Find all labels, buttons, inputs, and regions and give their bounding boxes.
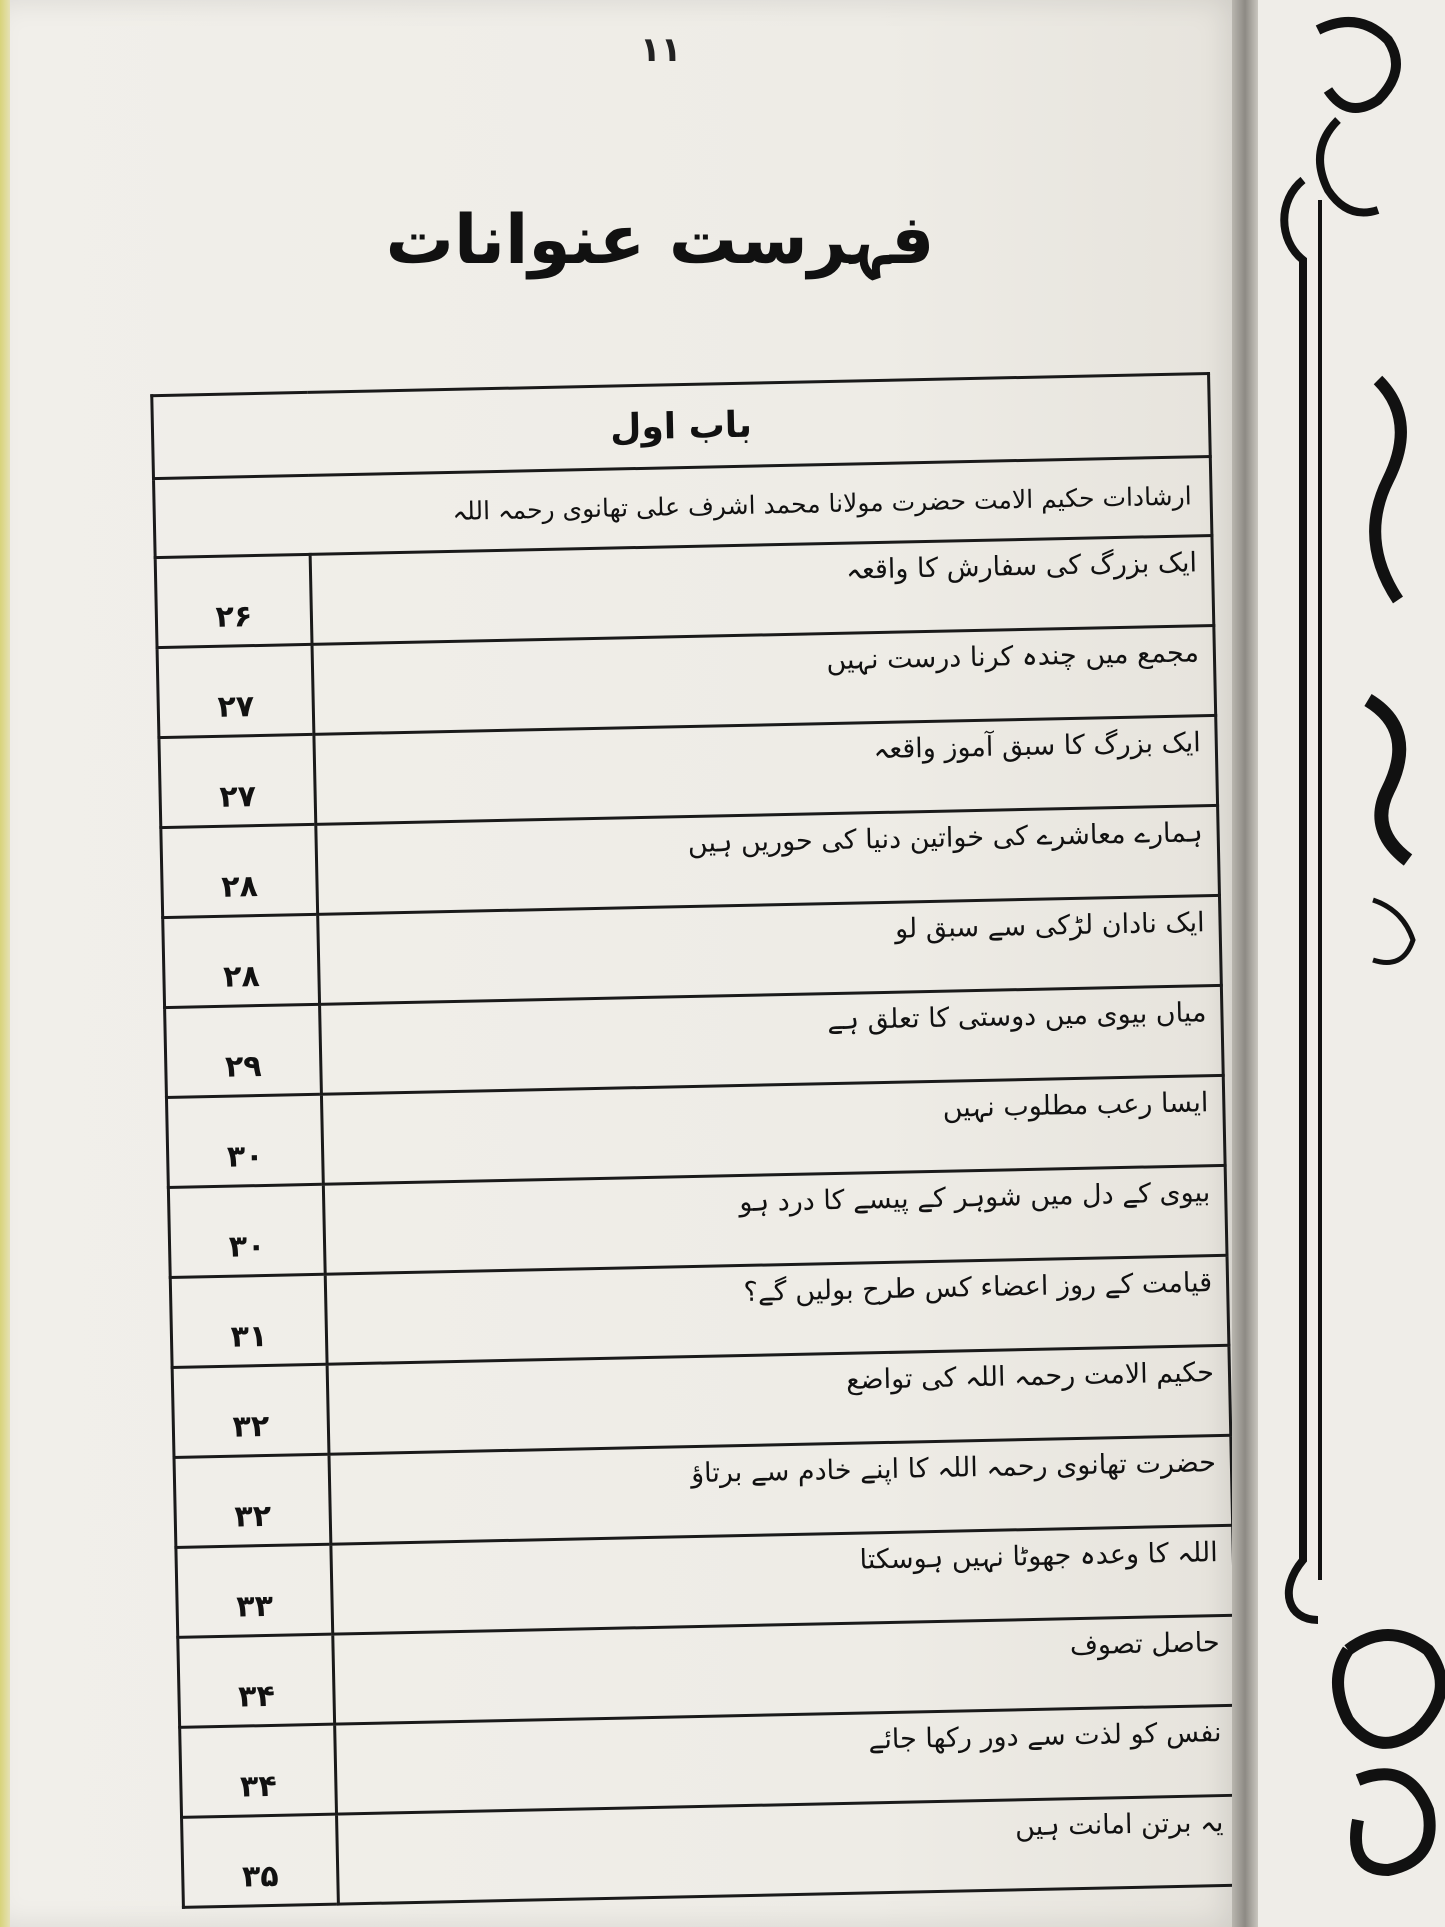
toc-entry-page: ۳۲ [174,1454,331,1547]
toc-entry-page: ۲۸ [161,824,318,917]
toc-entry-title: ہمارے معاشرے کی خواتین دنیا کی حوریں ہیں [316,805,1220,914]
toc-entry-title: ایک نادان لڑکی سے سبق لو [318,895,1222,1004]
toc-entry-page: ۳۲ [172,1364,329,1457]
toc-entry-title: حضرت تھانوی رحمہ اللہ کا اپنے خادم سے برتاؤ [329,1435,1233,1544]
toc-entry-page: ۳۴ [178,1634,335,1727]
toc-entry-title: ایک بزرگ کی سفارش کا واقعہ [310,535,1214,644]
toc-entry-page: ۳۳ [176,1544,333,1637]
chapter-subtitle: ارشادات حکیم الامت حضرت مولانا محمد اشرف علی تھانوی رحمہ اللہ [154,457,1212,558]
page-number: ۱۱ [640,30,682,70]
toc-entry-title: نفس کو لذت سے دور رکھا جائے [335,1705,1239,1814]
toc-entry-title: ایسا رعب مطلوب نہیں [321,1075,1225,1184]
table-of-contents [150,372,1241,1909]
book-gutter [1232,0,1258,1927]
toc-entry-page: ۲۶ [155,554,312,647]
toc-entry-page: ۳۴ [180,1724,337,1817]
page-title: فہرست عنوانات [385,201,935,280]
toc-entry-title: بیوی کے دل میں شوہر کے پیسے کا درد ہو [323,1165,1227,1274]
toc-entry-page: ۳۰ [168,1184,325,1277]
toc-entry-title: حکیم الامت رحمہ اللہ کی تواضع [327,1345,1231,1454]
toc-entry-title: حاصل تصوف [333,1615,1237,1724]
toc-entry-page: ۲۷ [159,734,316,827]
toc-entry-page: ۳۵ [182,1814,339,1907]
chapter-heading: باب اول [152,374,1211,479]
toc-entry-title: میاں بیوی میں دوستی کا تعلق ہے [320,985,1224,1094]
toc-entry-page: ۲۸ [163,914,320,1007]
toc-entry-title: قیامت کے روز اعضاء کس طرح بولیں گے؟ [325,1255,1229,1364]
toc-entry-title: مجمع میں چندہ کرنا درست نہیں [312,625,1216,734]
book-page [10,0,1245,1927]
toc-entry-title: یہ برتن امانت ہیں [337,1795,1241,1904]
toc-entry-page: ۲۷ [157,644,314,737]
toc-entry-page: ۳۱ [170,1274,327,1367]
toc-entry-title: اللہ کا وعدہ جھوٹا نہیں ہوسکتا [331,1525,1235,1634]
toc-entry-page: ۲۹ [165,1004,322,1097]
toc-entry-title: ایک بزرگ کا سبق آموز واقعہ [314,715,1218,824]
facing-page-ornament [1258,0,1445,1927]
toc-entry-page: ۳۰ [166,1094,323,1187]
ornament-border-icon [1258,0,1445,1927]
